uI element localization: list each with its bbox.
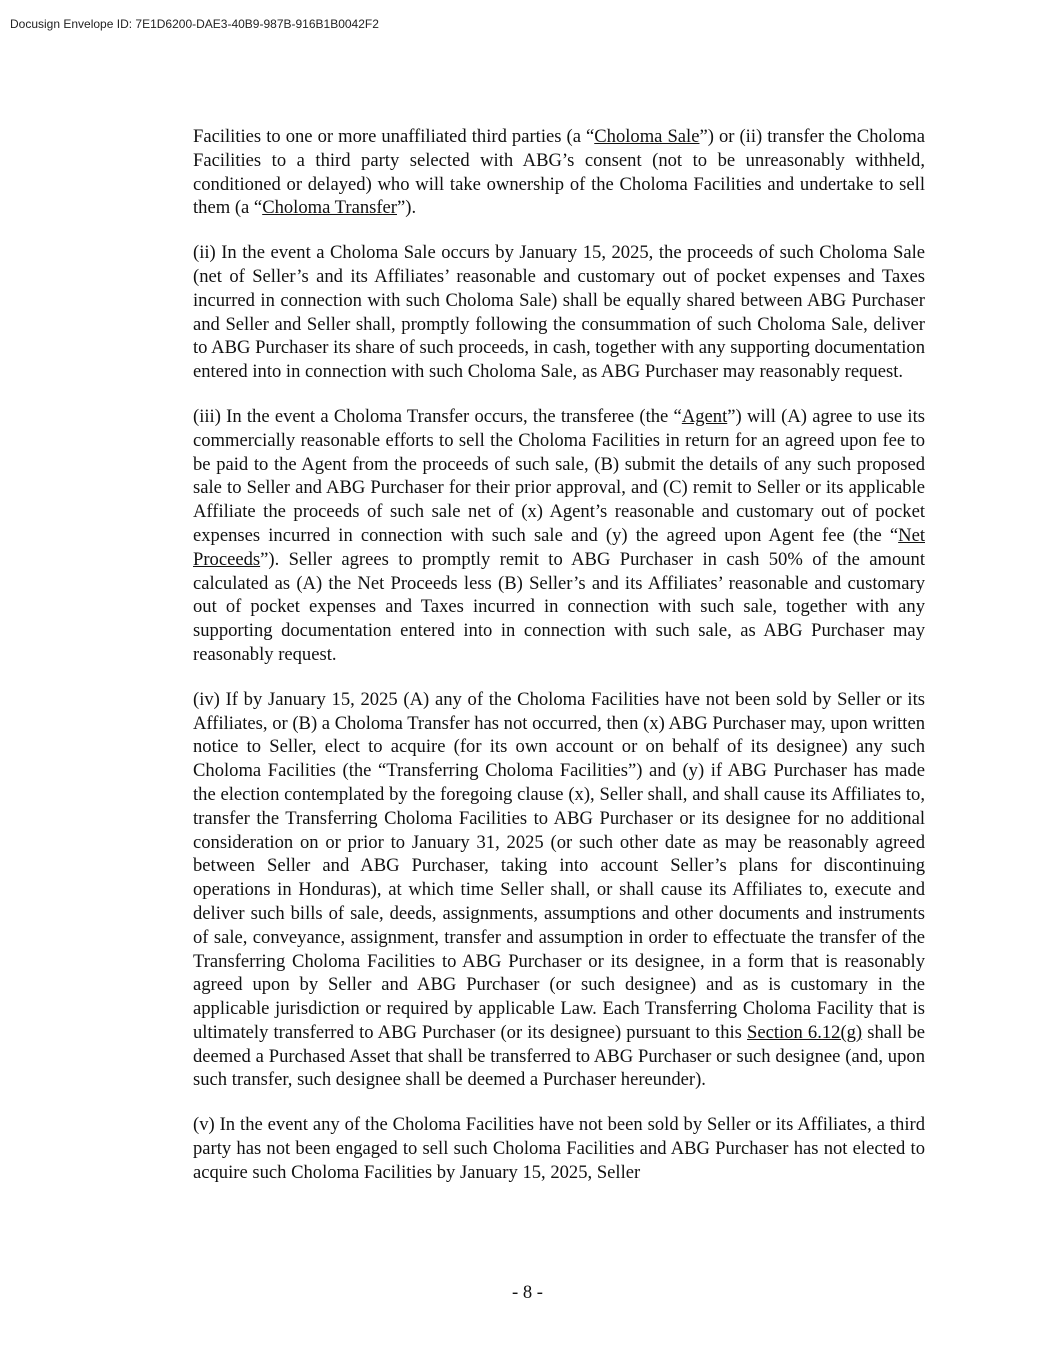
paragraph-text: ”).: [397, 197, 417, 219]
paragraph-v-unsold-facilities: [193, 1113, 925, 1184]
paragraph-iii-choloma-transfer: [193, 405, 925, 667]
document-body: [193, 125, 925, 1206]
defined-term-choloma-transfer: Choloma Transfer: [262, 197, 397, 219]
paragraph-text: Facilities to one or more unaffiliated third parties (a “: [193, 126, 595, 147]
paragraph-ii-choloma-sale-proceeds: [193, 241, 925, 384]
paragraph-text: (iii) In the event a Choloma Transfer occurs, the transferee (the “: [193, 405, 682, 427]
defined-term-net-proceeds: Net Proceeds: [193, 524, 925, 570]
paragraph-text: ”) will (A) agree to use its commercially reasonable efforts to sell the Choloma Facilities in return for an agreed upon fee to be paid to the Agent from the proceeds of such sale, (B) submit the details of any such proposed sale to Seller and ABG Purchaser for their prior approval, and (C) remit to Seller or its applicable Affiliate the proceeds of such sale net of (x) Agent’s reasonable and customary out of pocket expenses incurred in connection with such sale and (y) the agreed upon Agent fee (the “: [193, 405, 925, 546]
paragraph-text: ”). Seller agrees to promptly remit to ABG Purchaser in cash 50% of the amount calculated as (A) the Net Proceeds less (B) Seller’s and its Affiliates’ reasonable and customary out of pocket expenses and Taxes incurred in connection with such sale, together with any supporting documentation entered into in connection with such sale, as ABG Purchaser may reasonably request.: [193, 548, 925, 665]
paragraph-text: (v) In the event any of the Choloma Facilities have not been sold by Seller or its Affiliates, a third party has not been engaged to sell such Choloma Facilities and ABG Purchaser has not elected to acquire such Choloma Facilities by January 15, 2025, Seller: [193, 1114, 925, 1183]
defined-term-agent: Agent: [681, 405, 728, 427]
paragraph-text: (iv) If by January 15, 2025 (A) any of the Choloma Facilities have not been sold by Seller or its Affiliates, or (B) a Choloma Transfer has not occurred, then (x) ABG Purchaser may, upon written notice to Seller, elect to acquire (for its own account or on behalf of its designee) any such Choloma Facilities (the “Transferring Choloma Facilities”) and (y) if ABG Purchaser has made the election contemplated by the foregoing clause (x), Seller shall, and shall cause its Affiliates to, transfer the Transferring Choloma Facilities to ABG Purchaser or its designee for no additional consideration on or prior to January 31, 2025 (or such other date as may be reasonably agreed between Seller and ABG Purchaser, taking into account Seller’s plans for discontinuing operations in Honduras), at which time Seller shall, or shall cause its Affiliates to, execute and deliver such bills of sale, deeds, assignments, assumptions and other documents and instruments of sale, conveyance, assignment, transfer and assumption in order to effectuate the transfer of the Transferring Choloma Facilities to ABG Purchaser or its designee, in a form that is reasonably agreed upon by Seller and ABG Purchaser (or such designee) and as is customary in the applicable jurisdiction or required by applicable Law. Each Transferring Choloma Facility that is ultimately transferred to ABG Purchaser (or its designee) pursuant to this: [193, 688, 925, 1043]
page-number: - 8 -: [512, 1282, 543, 1303]
defined-term-choloma-sale: Choloma Sale: [594, 126, 700, 147]
section-reference-6-12-g: Section 6.12(g): [747, 1021, 863, 1043]
envelope-id: Docusign Envelope ID: 7E1D6200-DAE3-40B9-987B-916B1B0042F2: [10, 17, 379, 31]
paragraph-text: ”) or (ii) transfer the Choloma Facilities to a third party selected with ABG’s consent (not to be unreasonably withheld, conditioned or delayed) who will take ownership of the Choloma Facilities and undertake to sell them (a “: [193, 126, 925, 219]
paragraph-text: (ii) In the event a Choloma Sale occurs by January 15, 2025, the proceeds of such Choloma Sale (net of Seller’s and its Affiliates’ reasonable and customary out of pocket expenses and Taxes incurred in connection with such Choloma Sale) shall be equally shared between ABG Purchaser and Seller and Seller shall, promptly following the consummation of such Choloma Sale, deliver to ABG Purchaser its share of such proceeds, in cash, together with any supporting documentation entered into in connection with such Choloma Sale, as ABG Purchaser may reasonably request.: [193, 242, 925, 383]
paragraph-text: shall be deemed a Purchased Asset that shall be transferred to ABG Purchaser or such designee (and, upon such transfer, such designee shall be deemed a Purchaser hereunder).: [193, 1021, 926, 1091]
paragraph-choloma-sale-or-transfer: [193, 125, 925, 220]
paragraph-iv-abg-acquisition: [193, 688, 925, 1093]
